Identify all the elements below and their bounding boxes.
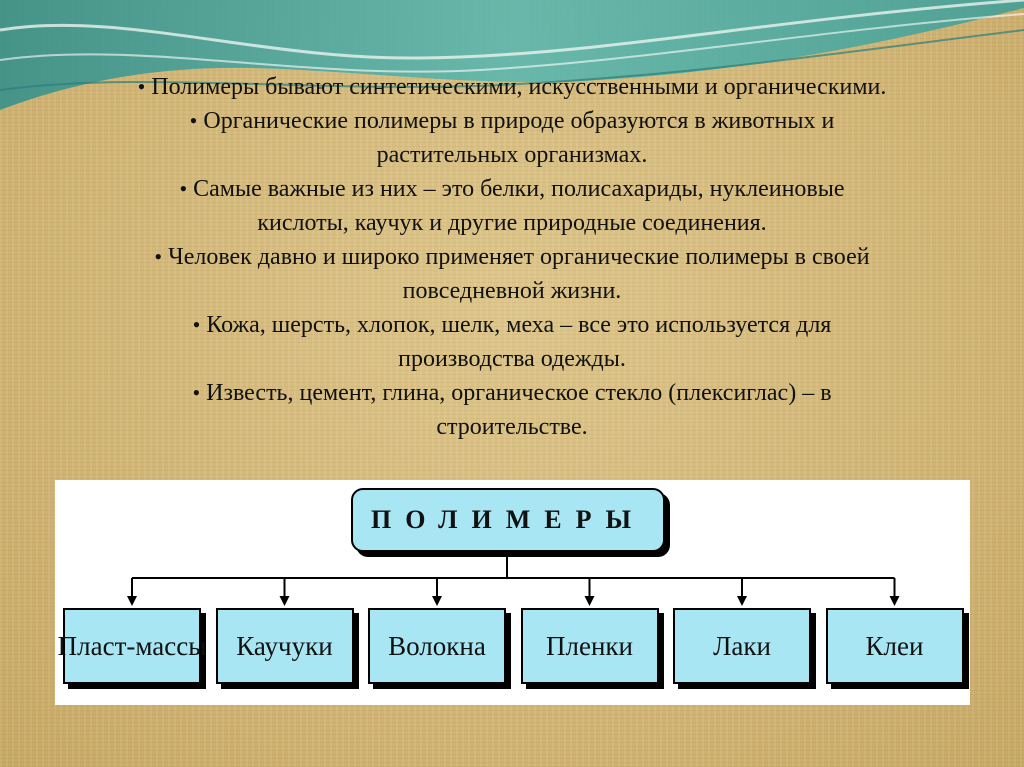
child-box [57,608,207,684]
bullet-text: кислоты, каучук и другие природные соединения. [257,210,767,236]
arrowhead-icon [890,596,900,606]
child-box [826,608,964,684]
child-box-label: Каучуки [236,631,333,661]
bullet-text: Самые важные из них – это белки, полисахариды, нуклеиновые [193,176,845,202]
child-box-label: Лаки [713,631,771,661]
child-box [216,608,354,684]
bullet-text: растительных организмах. [376,142,648,168]
root-box-polymers: ПОЛИМЕРЫ [351,488,665,552]
child-box [673,608,811,684]
bullet-line [40,274,984,308]
bullet-icon: • [137,74,146,99]
bullet-line [40,308,984,342]
bullet-text: повседневной жизни. [402,278,622,304]
arrowhead-icon [585,596,595,606]
bullet-line [40,70,984,104]
child-box [368,608,506,684]
child-box-label: Пласт- [57,631,136,661]
bullet-line [40,240,984,274]
bullet-text: Полимеры бывают синтетическими, искусственными и органическими. [151,74,887,100]
polymer-diagram [55,480,970,705]
bullet-icon: • [192,312,201,337]
arrowhead-icon [127,596,137,606]
bullet-icon: • [179,176,188,201]
bullet-line [40,376,984,410]
bullet-list [40,70,984,444]
child-box-label: массы [135,631,207,661]
arrowhead-icon [280,596,290,606]
bullet-line [40,206,984,240]
child-box-label: Клеи [865,631,924,661]
child-box-label: Пленки [546,631,633,661]
bullet-icon: • [189,108,198,133]
bullet-line [40,138,984,172]
bullet-line [40,342,984,376]
child-box [521,608,659,684]
bullet-text: Известь, цемент, глина, органическое стекло (плексиглас) – в [206,380,832,406]
bullet-icon: • [192,380,201,405]
arrowhead-icon [432,596,442,606]
child-box-label: Волокна [388,631,486,661]
bullet-text: Человек давно и широко применяет органические полимеры в своей [168,244,870,270]
bullet-icon: • [154,244,163,269]
bullet-text: производства одежды. [398,346,626,372]
bullet-text: Кожа, шерсть, хлопок, шелк, меха – все это используется для [206,312,832,338]
bullet-text: Органические полимеры в природе образуются в животных и [203,108,835,134]
bullet-line [40,410,984,444]
bullet-line [40,104,984,138]
bullet-line [40,172,984,206]
bullet-text: строительстве. [436,414,588,440]
arrowhead-icon [737,596,747,606]
